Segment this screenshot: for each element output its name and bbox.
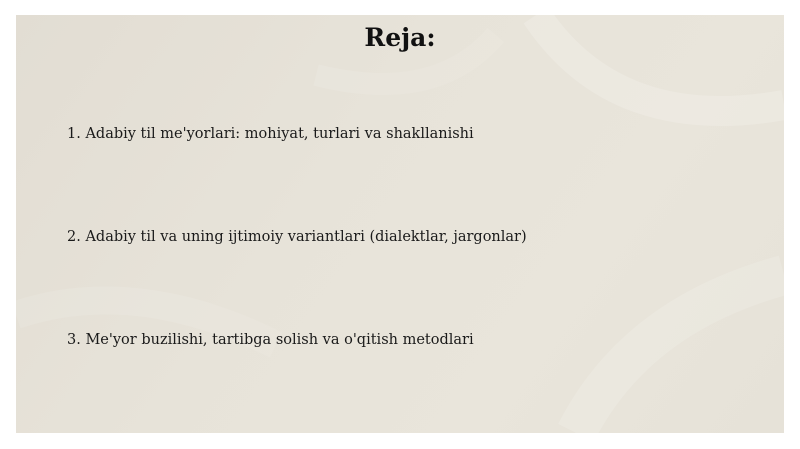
paper-texture [16,15,784,433]
plan-item-3: 3. Me'yor buzilishi, tartibga solish va o'qitish metodlari [67,332,474,348]
plan-item-2: 2. Adabiy til va uning ijtimoiy variantlari (dialektlar, jargonlar) [67,229,527,245]
slide [16,15,784,433]
plan-item-1: 1. Adabiy til me'yorlari: mohiyat, turlari va shakllanishi [67,126,474,142]
slide-title: Reja: [364,23,436,52]
